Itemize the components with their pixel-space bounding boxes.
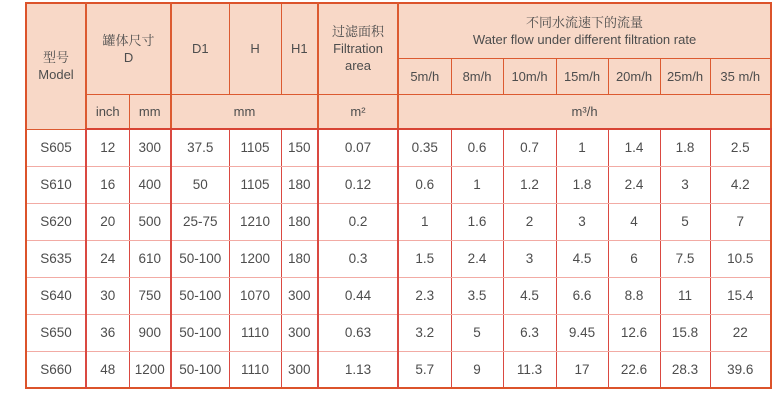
cell-d1: 25-75 [171, 203, 229, 240]
cell-model: S605 [26, 129, 86, 166]
cell-d1: 50-100 [171, 277, 229, 314]
table-row [26, 240, 771, 277]
cell-d1: 50 [171, 166, 229, 203]
cell-flow: 7.5 [660, 240, 710, 277]
cell-flow: 1.6 [451, 203, 503, 240]
cell-flow: 10.5 [710, 240, 771, 277]
cell-area: 0.07 [318, 129, 398, 166]
cell-flow: 12.6 [608, 314, 660, 351]
header-water-flow [398, 3, 771, 58]
cell-area: 0.12 [318, 166, 398, 203]
cell-h1: 180 [281, 240, 318, 277]
table-row [26, 277, 771, 314]
cell-flow: 2.5 [710, 129, 771, 166]
cell-flow: 39.6 [710, 351, 771, 388]
cell-d-mm: 300 [129, 129, 171, 166]
cell-h1: 180 [281, 166, 318, 203]
header-water-flow-en: Water flow under different filtration rate [472, 31, 697, 47]
cell-h: 1105 [229, 129, 281, 166]
header-flow-rate-5mh: 5m/h [398, 58, 451, 94]
cell-d-inch: 16 [86, 166, 129, 203]
cell-d-mm: 400 [129, 166, 171, 203]
cell-flow: 8.8 [608, 277, 660, 314]
cell-flow: 1.8 [660, 129, 710, 166]
cell-h: 1110 [229, 351, 281, 388]
table-row [26, 203, 771, 240]
header-h: H [229, 3, 281, 94]
cell-model: S610 [26, 166, 86, 203]
cell-flow: 4 [608, 203, 660, 240]
cell-flow: 9.45 [556, 314, 608, 351]
header-tank-size [86, 3, 171, 94]
unit-inch: inch [86, 94, 129, 129]
header-model-zh: 型号 [42, 50, 69, 66]
cell-flow: 2.3 [398, 277, 451, 314]
cell-d-mm: 1200 [129, 351, 171, 388]
cell-flow: 5.7 [398, 351, 451, 388]
cell-d-inch: 30 [86, 277, 129, 314]
table-row [26, 129, 771, 166]
header-filtration-en1: Filtration [333, 41, 383, 57]
cell-flow: 4.2 [710, 166, 771, 203]
cell-h1: 300 [281, 277, 318, 314]
cell-flow: 15.8 [660, 314, 710, 351]
cell-h: 1200 [229, 240, 281, 277]
cell-flow: 15.4 [710, 277, 771, 314]
header-flow-rate-35mh: 35 m/h [710, 58, 771, 94]
cell-flow: 17 [556, 351, 608, 388]
header-d1: D1 [171, 3, 229, 94]
header-flow-rate-15mh: 15m/h [556, 58, 608, 94]
cell-flow: 1.8 [556, 166, 608, 203]
cell-flow: 3.2 [398, 314, 451, 351]
cell-h: 1210 [229, 203, 281, 240]
cell-flow: 0.7 [503, 129, 556, 166]
cell-model: S635 [26, 240, 86, 277]
header-water-flow-zh: 不同水流速下的流量 [526, 14, 644, 30]
cell-h: 1105 [229, 166, 281, 203]
cell-flow: 0.35 [398, 129, 451, 166]
cell-flow: 28.3 [660, 351, 710, 388]
unit-area-m2: m² [318, 94, 398, 129]
cell-h1: 150 [281, 129, 318, 166]
cell-d-inch: 36 [86, 314, 129, 351]
cell-h1: 180 [281, 203, 318, 240]
cell-flow: 3 [660, 166, 710, 203]
cell-flow: 1 [398, 203, 451, 240]
cell-d1: 37.5 [171, 129, 229, 166]
cell-d-mm: 900 [129, 314, 171, 351]
header-tank-size-d: D [123, 49, 134, 65]
cell-flow: 22 [710, 314, 771, 351]
cell-flow: 22.6 [608, 351, 660, 388]
cell-flow: 1.4 [608, 129, 660, 166]
unit-mm: mm [171, 94, 318, 129]
header-model-en: Model [38, 67, 74, 83]
cell-d-mm: 750 [129, 277, 171, 314]
cell-area: 0.44 [318, 277, 398, 314]
cell-d-mm: 500 [129, 203, 171, 240]
cell-flow: 9 [451, 351, 503, 388]
cell-flow: 0.6 [398, 166, 451, 203]
cell-d1: 50-100 [171, 351, 229, 388]
spec-table [25, 2, 772, 389]
cell-h1: 300 [281, 351, 318, 388]
unit-d-mm: mm [129, 94, 171, 129]
cell-d-inch: 12 [86, 129, 129, 166]
header-h1: H1 [281, 3, 318, 94]
cell-flow: 5 [660, 203, 710, 240]
cell-flow: 3 [503, 240, 556, 277]
cell-flow: 2.4 [451, 240, 503, 277]
cell-flow: 1 [556, 129, 608, 166]
cell-model: S640 [26, 277, 86, 314]
cell-flow: 1.2 [503, 166, 556, 203]
cell-flow: 4.5 [556, 240, 608, 277]
cell-model: S660 [26, 351, 86, 388]
cell-d-inch: 24 [86, 240, 129, 277]
header-model [26, 3, 86, 129]
cell-flow: 6 [608, 240, 660, 277]
table-row [26, 314, 771, 351]
cell-flow: 1 [451, 166, 503, 203]
cell-flow: 11.3 [503, 351, 556, 388]
cell-h: 1110 [229, 314, 281, 351]
cell-area: 0.2 [318, 203, 398, 240]
cell-area: 1.13 [318, 351, 398, 388]
cell-area: 0.63 [318, 314, 398, 351]
cell-flow: 6.3 [503, 314, 556, 351]
header-flow-rate-8mh: 8m/h [451, 58, 503, 94]
cell-flow: 3.5 [451, 277, 503, 314]
cell-d1: 50-100 [171, 240, 229, 277]
cell-flow: 5 [451, 314, 503, 351]
cell-d-inch: 48 [86, 351, 129, 388]
cell-model: S620 [26, 203, 86, 240]
cell-flow: 4.5 [503, 277, 556, 314]
cell-flow: 7 [710, 203, 771, 240]
header-filtration-en2: area [345, 58, 372, 74]
header-flow-rate-10mh: 10m/h [503, 58, 556, 94]
cell-area: 0.3 [318, 240, 398, 277]
cell-flow: 2.4 [608, 166, 660, 203]
cell-h1: 300 [281, 314, 318, 351]
table-row [26, 166, 771, 203]
cell-flow: 11 [660, 277, 710, 314]
cell-h: 1070 [229, 277, 281, 314]
header-tank-size-zh: 罐体尺寸 [102, 32, 155, 48]
cell-d1: 50-100 [171, 314, 229, 351]
cell-d-inch: 20 [86, 203, 129, 240]
cell-flow: 3 [556, 203, 608, 240]
cell-flow: 0.6 [451, 129, 503, 166]
unit-flow-m3h: m³/h [398, 94, 771, 129]
cell-flow: 2 [503, 203, 556, 240]
cell-flow: 6.6 [556, 277, 608, 314]
header-filtration-zh: 过滤面积 [332, 24, 385, 40]
header-flow-rate-25mh: 25m/h [660, 58, 710, 94]
cell-model: S650 [26, 314, 86, 351]
table-row [26, 351, 771, 388]
spec-table-container [25, 2, 772, 389]
cell-flow: 1.5 [398, 240, 451, 277]
header-filtration-area [318, 3, 398, 94]
header-flow-rate-20mh: 20m/h [608, 58, 660, 94]
cell-d-mm: 610 [129, 240, 171, 277]
